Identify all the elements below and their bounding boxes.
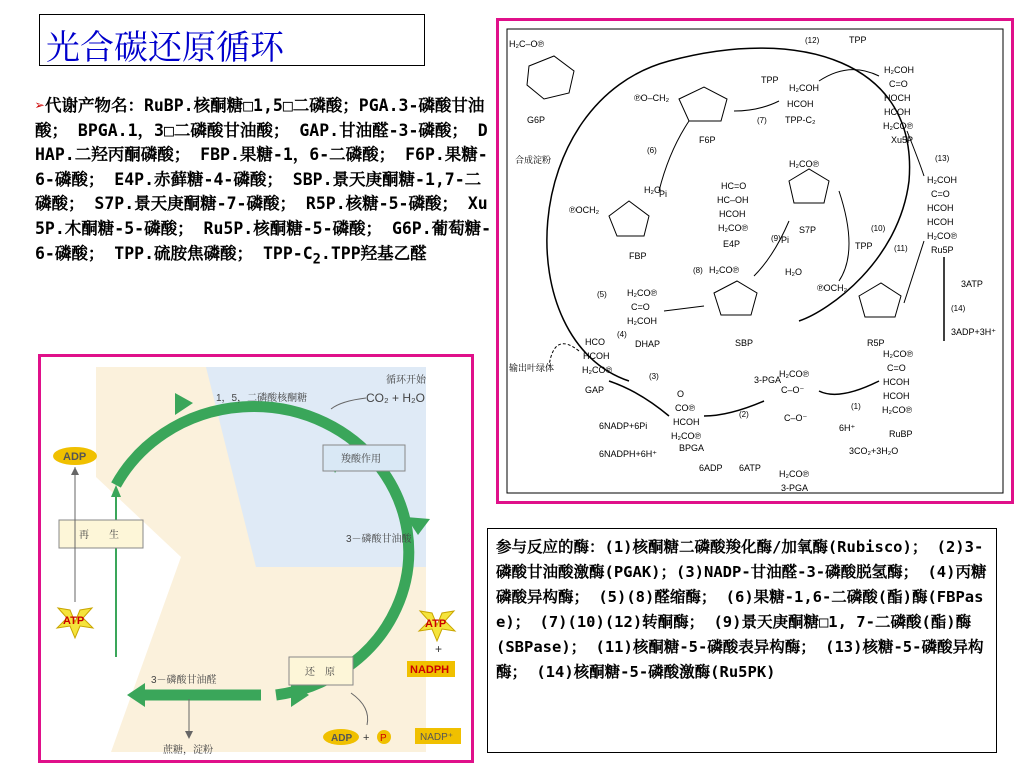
metabolite-abbreviations: [35, 94, 493, 271]
xu5p-chem-2: C=O: [889, 79, 908, 89]
step-10: (10): [871, 224, 886, 233]
f6p-label: F6P: [699, 135, 716, 145]
simplified-cycle-diagram: [41, 357, 471, 760]
step-11: (11): [894, 244, 908, 253]
step-4: (4): [617, 330, 627, 339]
dhap-chem: H₂CO℗: [627, 288, 658, 298]
atp6-label: 6ATP: [739, 463, 761, 473]
gap-label: 3－磷酸甘油醛: [151, 675, 217, 686]
pga-top-label: 3-PGA: [754, 375, 782, 385]
pga-bottom-chem: C–O⁻: [784, 413, 808, 423]
xu5p-chem: H₂COH: [884, 65, 914, 75]
rubp-chem-3: HCOH: [883, 377, 910, 387]
regeneration-label: 再 生: [79, 530, 119, 541]
gap-label: GAP: [585, 385, 605, 395]
step-13: (13): [935, 154, 950, 163]
ru5p-chem: H₂COH: [927, 175, 957, 185]
pga-bottom-chem-2: H₂CO℗: [779, 469, 810, 479]
e4p-chem-4: H₂CO℗: [718, 223, 749, 233]
s7p-chem: H₂CO℗: [789, 159, 820, 169]
h2o-label-b: H₂O: [785, 267, 802, 277]
title-box: [39, 14, 425, 66]
bpga-chem-4: H₂CO℗: [671, 431, 702, 441]
tpp-c2-chem-2: HCOH: [787, 99, 814, 109]
g6p-chem: H₂C–O℗: [509, 39, 545, 49]
e4p-label: E4P: [723, 239, 741, 249]
rubp-chem-2: C=O: [887, 363, 906, 373]
gap-chem: HCO: [585, 337, 605, 347]
dhap-chem-3: H₂COH: [627, 316, 657, 326]
adp-label-left: ADP: [63, 451, 87, 463]
step-8: (8): [693, 266, 703, 275]
start-label: 循环开始: [386, 375, 426, 386]
detailed-cycle-frame: [496, 18, 1014, 504]
bullet-icon: ➢: [35, 96, 45, 115]
plus-bottom: +: [363, 732, 370, 744]
ru5p-chem-2: C=O: [931, 189, 950, 199]
pi-label-b: Pi: [781, 235, 790, 245]
r5p-chem: ℗OCH₂: [817, 283, 848, 293]
ru5p-label: Ru5P: [931, 245, 954, 255]
s7p-label: S7P: [799, 225, 817, 235]
nadph6-label: 6NADPH+6H⁺: [599, 449, 658, 459]
rubp-chem-5: H₂CO℗: [882, 405, 913, 415]
reduction-label: 还 原: [305, 667, 335, 678]
abbreviations-text: 代谢产物名：RuBP.核酮糖□1,5□二磷酸；PGA.3-磷酸甘油酸； BPGA.1，3□二磷酸甘油酸； GAP.甘油醛-3-磷酸； DHAP.二羟丙酮磷酸； FBP.果糖-1，6-二磷酸； F6P.果糖-6-磷酸； E4P.赤藓糖-4-磷酸； SBP.景天庚酮糖-1,7-二磷酸； S7P.景天庚酮糖-7-磷酸； R5P.核糖-5-磷酸； Xu5P.木酮糖-5-磷酸； Ru5P.核酮糖-5-磷酸； G6P.葡萄糖-6-磷酸； TPP.硫胺焦磷酸； TPP-C: [35, 96, 492, 263]
tpp-label-a: TPP: [761, 75, 779, 85]
nadph-label: NADPH: [410, 664, 450, 676]
pi-label-a: Pi: [659, 189, 668, 199]
e4p-chem-2: HC–OH: [717, 195, 749, 205]
tpp-c2-label: TPP-C₂: [785, 115, 816, 125]
xu5p-label: Xu5P: [891, 135, 914, 145]
co2-label: 3CO₂+3H₂O: [849, 446, 899, 456]
gap-chem-2: HCOH: [583, 351, 610, 361]
tpp-label-top: TPP: [849, 35, 867, 45]
adp6-label: 6ADP: [699, 463, 723, 473]
step-5: (5): [597, 290, 607, 299]
fbp-label: FBP: [629, 251, 647, 261]
bpga-chem: O: [677, 389, 685, 399]
fbp-chem: ℗OCH₂: [569, 205, 600, 215]
pga-label: 3－磷酸甘油酸: [346, 534, 412, 545]
xu5p-chem-3: HOCH: [884, 93, 911, 103]
step-1: (1): [851, 402, 861, 411]
bpga-chem-3: HCOH: [673, 417, 700, 427]
ru5p-chem-5: H₂CO℗: [927, 231, 958, 241]
product-label: 蔗糖，淀粉: [163, 745, 213, 756]
step-6: (6): [647, 146, 657, 155]
plus-sign: +: [435, 642, 443, 656]
abbreviations-subscript: 2: [312, 250, 321, 267]
sbp-label: SBP: [735, 338, 754, 348]
ru5p-chem-3: HCOH: [927, 203, 954, 213]
pi-label: P: [380, 733, 387, 744]
sbp-chem: H₂CO℗: [709, 265, 740, 275]
step-9: (9): [771, 234, 781, 243]
dhap-label: DHAP: [635, 339, 661, 349]
rubp-label: RuBP: [889, 429, 913, 439]
slide-title: 光合碳还原循环: [46, 28, 284, 68]
rubp-label: 1，5，二磷酸核酮糖: [216, 393, 308, 404]
step-2: (2): [739, 410, 749, 419]
nadp6-label: 6NADP+6Pi: [599, 421, 648, 431]
xu5p-chem-4: HCOH: [884, 107, 911, 117]
carboxylation-label: 羧酸作用: [341, 454, 381, 465]
step-14: (14): [951, 304, 966, 313]
atp-label-right: ATP: [425, 618, 447, 630]
tpp-label-b: TPP: [855, 241, 873, 251]
dhap-chem-2: C=O: [631, 302, 650, 312]
enzyme-list-text: 参与反应的酶：(1)核酮糖二磷酸羧化酶/加氧酶(Rubisco)； (2)3-磷酸甘油酸激酶(PGAK)；(3)NADP-甘油醛-3-磷酸脱氢酶； (4)丙糖磷酸异构酶； (5)(8)醛缩酶； (6)果糖-1,6-二磷酸(酯)酶(FBPase)； (7)(10)(12)转酮酶； (9)景天庚酮糖□1, 7-二磷酸(酯)酶(SBPase)； (11)核酮糖-5-磷酸表异构酶； (13)核糖-5-磷酸异构酶； (14)核酮糖-5-磷酸激酶(Ru5PK): [496, 538, 987, 681]
rubp-chem-4: HCOH: [883, 391, 910, 401]
chloroplast-out-label: 输出叶绿体: [509, 363, 555, 373]
step-7: (7): [757, 116, 767, 125]
atp3-label: 3ATP: [961, 279, 983, 289]
step-12: (12): [805, 36, 820, 45]
xu5p-chem-5: H₂CO℗: [883, 121, 914, 131]
g6p-label: G6P: [527, 115, 546, 125]
abbreviations-tail: .TPP羟基乙醛: [320, 243, 427, 263]
adp3-label: 3ADP+3H⁺: [951, 327, 997, 337]
pga-top-chem: H₂CO℗: [779, 369, 810, 379]
co2-label: CO₂ + H₂O: [366, 391, 425, 405]
h2o-label-a: H₂O: [644, 185, 661, 195]
bpga-chem-2: CO℗: [675, 403, 696, 413]
step-3: (3): [649, 372, 659, 381]
pga-top-chem-2: C–O⁻: [781, 385, 805, 395]
enzyme-list: [487, 528, 997, 753]
h6-label: 6H⁺: [839, 423, 856, 433]
e4p-chem-3: HCOH: [719, 209, 746, 219]
detailed-cycle-diagram: [499, 21, 1011, 501]
nadp-label: NADP⁺: [420, 732, 454, 743]
rubp-chem: H₂CO℗: [883, 349, 914, 359]
bpga-label: BPGA: [679, 443, 705, 453]
adp-label-bottom: ADP: [331, 733, 353, 744]
r5p-label: R5P: [867, 338, 885, 348]
ru5p-chem-4: HCOH: [927, 217, 954, 227]
simplified-cycle-frame: [38, 354, 474, 763]
pga-bottom-label: 3-PGA: [781, 483, 809, 493]
tpp-c2-chem: H₂COH: [789, 83, 819, 93]
atp-label-left: ATP: [63, 615, 85, 627]
f6p-chem: ℗O–CH₂: [634, 93, 670, 103]
starch-label: 合成淀粉: [515, 155, 552, 165]
gap-chem-3: H₂CO℗: [582, 365, 613, 375]
e4p-chem: HC=O: [721, 181, 747, 191]
